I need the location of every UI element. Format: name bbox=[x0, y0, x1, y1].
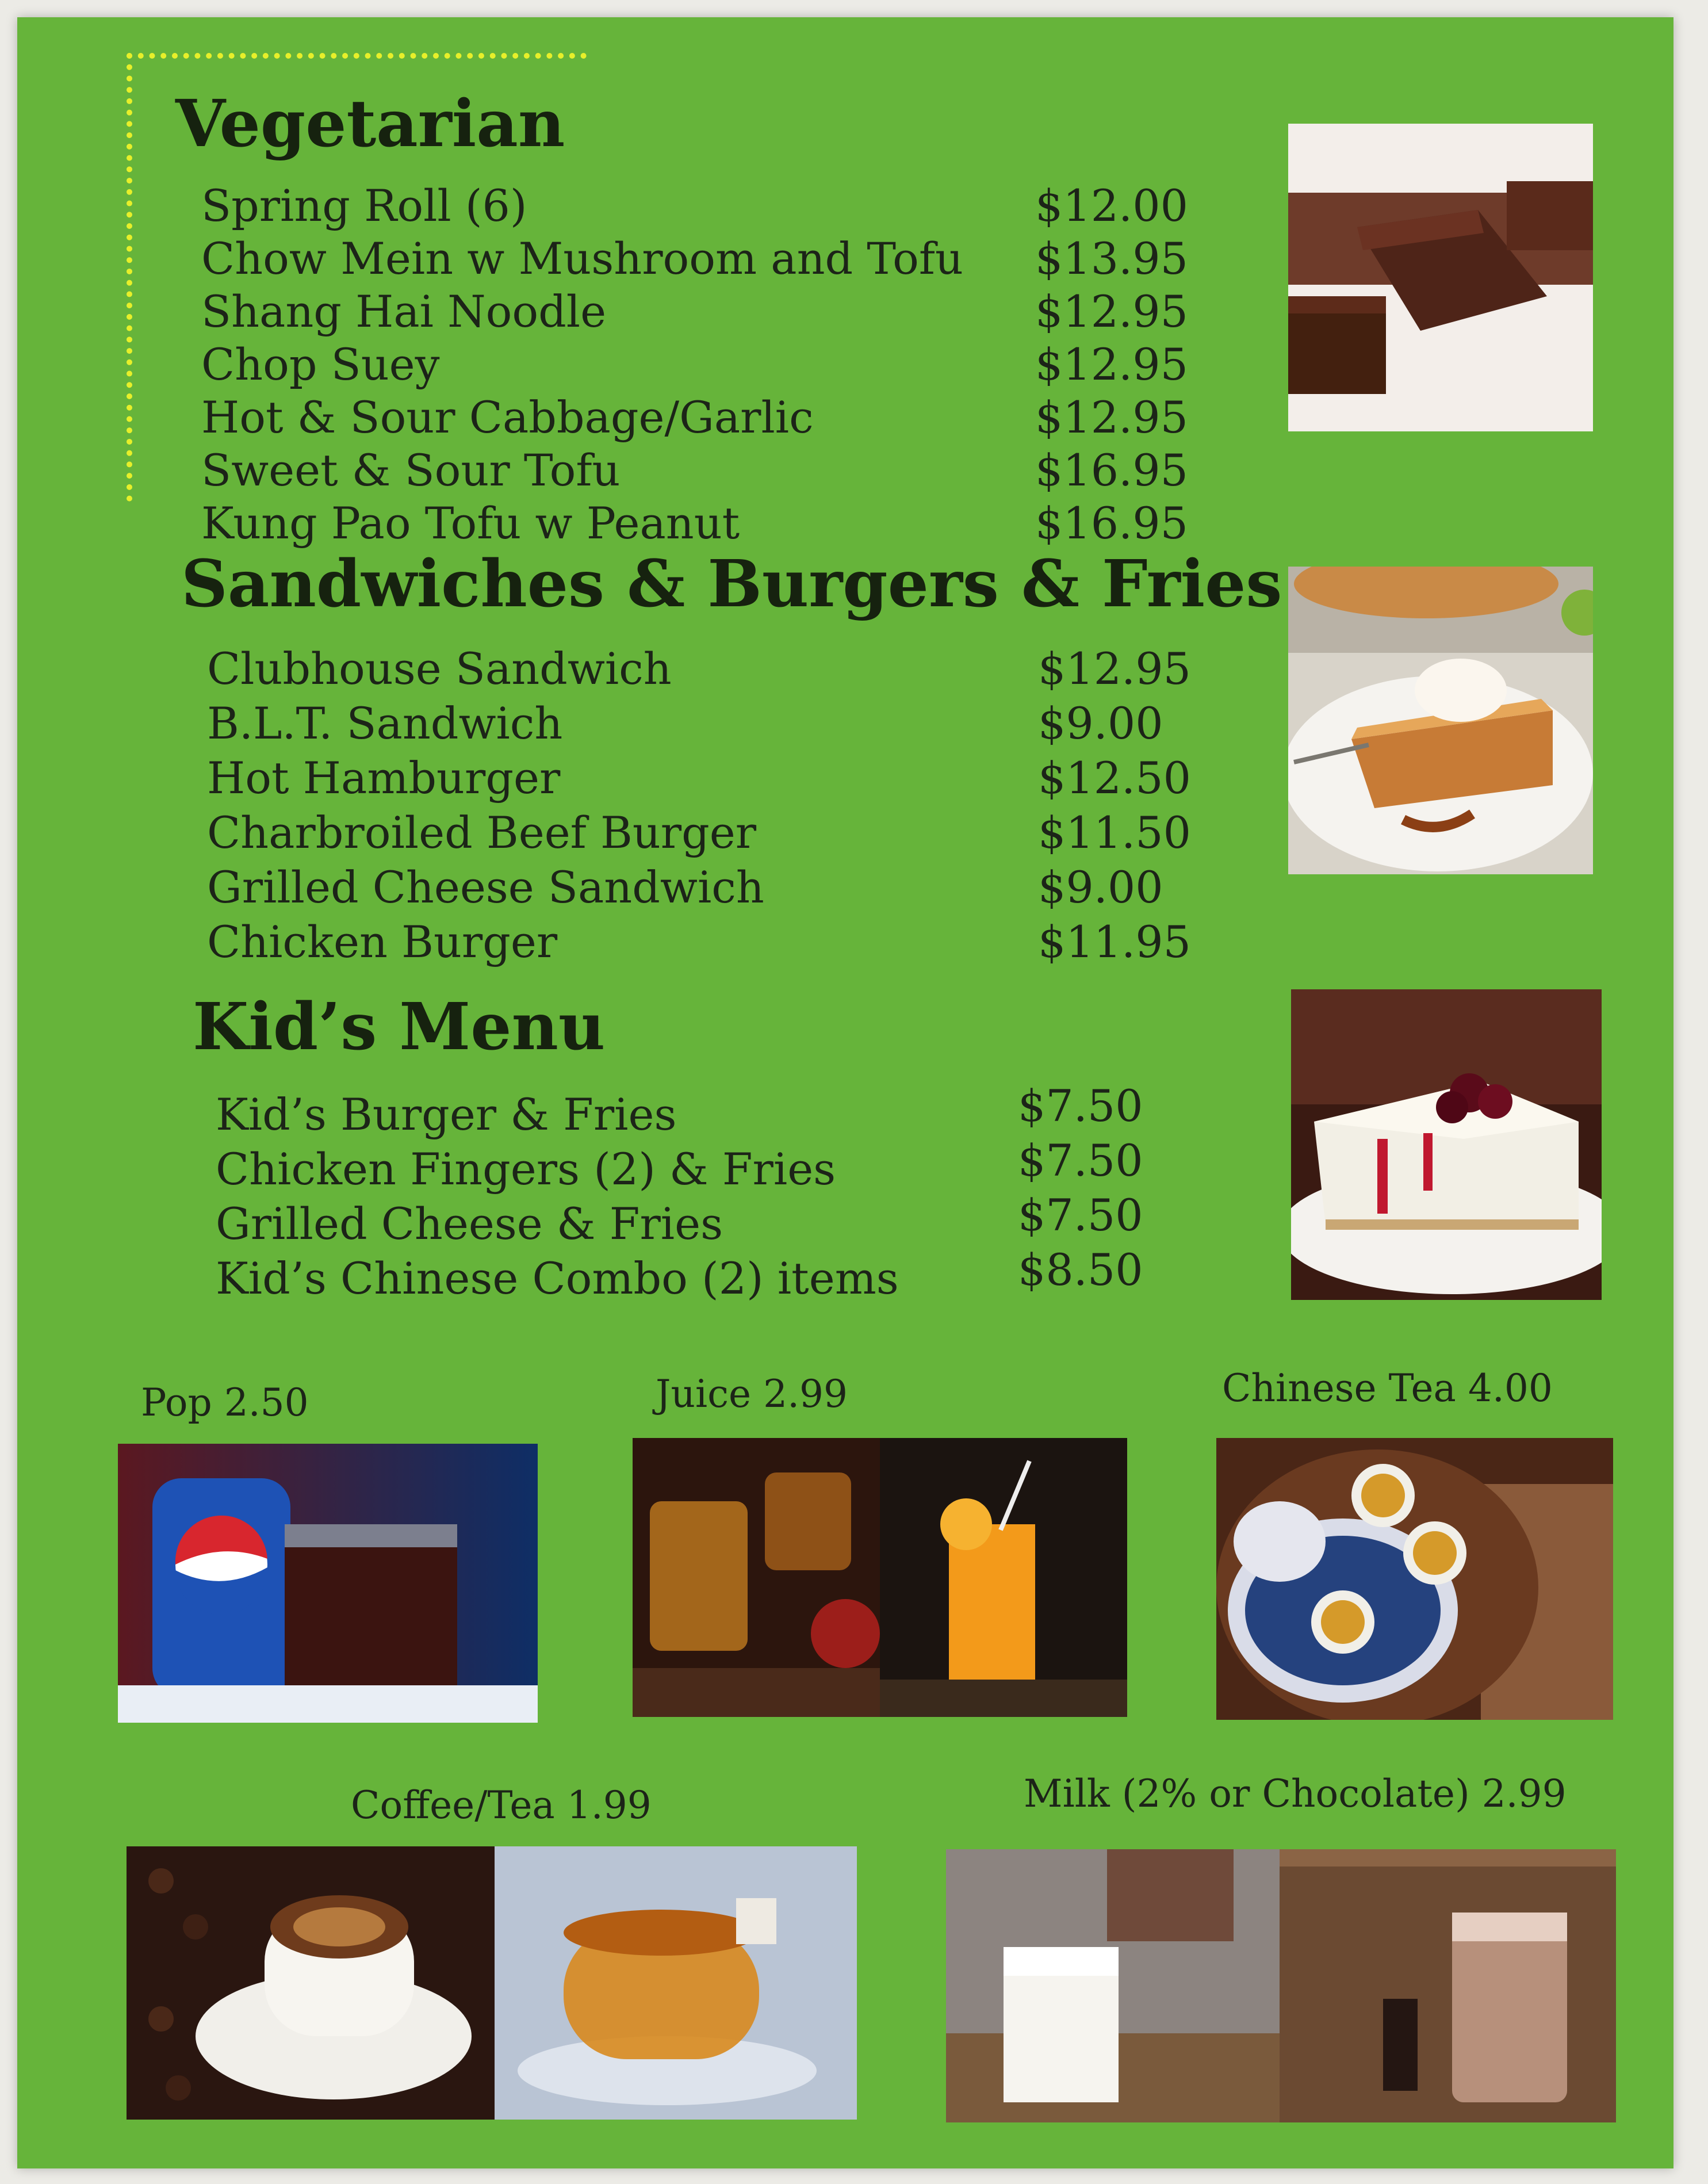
menu-price: $12.50 bbox=[1038, 752, 1191, 804]
menu-price: $16.95 bbox=[1035, 445, 1188, 496]
drink-label-pop: Pop 2.50 bbox=[141, 1380, 309, 1425]
menu-price: $12.95 bbox=[1035, 392, 1188, 443]
menu-price: $8.50 bbox=[1018, 1244, 1143, 1295]
menu-price: $12.95 bbox=[1035, 286, 1188, 337]
juice-photo bbox=[633, 1438, 1127, 1717]
menu-price: $16.95 bbox=[1035, 498, 1188, 549]
menu-item: Chicken Burger bbox=[207, 916, 558, 967]
heading-sandwiches: Sandwiches & Burgers & Fries bbox=[181, 546, 1282, 622]
drink-label-juice: Juice 2.99 bbox=[656, 1372, 848, 1416]
apple-pie-photo bbox=[1288, 567, 1593, 874]
chinese-tea-photo bbox=[1216, 1438, 1613, 1720]
menu-item: Spring Roll (6) bbox=[201, 180, 527, 231]
menu-item: Hot Hamburger bbox=[207, 752, 561, 804]
menu-item: Kid’s Burger & Fries bbox=[216, 1089, 677, 1140]
menu-item: Chicken Fingers (2) & Fries bbox=[216, 1143, 836, 1195]
milk-photo bbox=[946, 1849, 1616, 2122]
menu-item: Sweet & Sour Tofu bbox=[201, 445, 621, 496]
menu-item: Grilled Cheese Sandwich bbox=[207, 862, 764, 913]
drink-label-milk: Milk (2% or Chocolate) 2.99 bbox=[1024, 1772, 1567, 1816]
menu-item: Kid’s Chinese Combo (2) items bbox=[216, 1253, 899, 1304]
pepsi-photo bbox=[118, 1444, 538, 1723]
menu-price: $7.50 bbox=[1018, 1135, 1143, 1186]
menu-price: $11.95 bbox=[1038, 916, 1191, 967]
menu-price: $12.95 bbox=[1038, 643, 1191, 694]
menu-item: Chow Mein w Mushroom and Tofu bbox=[201, 233, 963, 284]
menu-item: Grilled Cheese & Fries bbox=[216, 1198, 723, 1249]
menu-item: Clubhouse Sandwich bbox=[207, 643, 672, 694]
menu-item: Chop Suey bbox=[201, 339, 440, 390]
menu-price: $7.50 bbox=[1018, 1189, 1143, 1241]
menu-price: $12.95 bbox=[1035, 339, 1188, 390]
menu-price: $11.50 bbox=[1038, 807, 1191, 858]
menu-price: $12.00 bbox=[1035, 180, 1188, 231]
menu-item: Shang Hai Noodle bbox=[201, 286, 607, 337]
menu-page bbox=[17, 17, 1673, 2168]
menu-item: Charbroiled Beef Burger bbox=[207, 807, 757, 858]
menu-item: B.L.T. Sandwich bbox=[207, 698, 563, 749]
menu-price: $7.50 bbox=[1018, 1080, 1143, 1131]
drink-label-coffee-tea: Coffee/Tea 1.99 bbox=[351, 1783, 652, 1827]
menu-item: Hot & Sour Cabbage/Garlic bbox=[201, 392, 814, 443]
coffee-tea-photo bbox=[127, 1846, 857, 2120]
brownie-photo bbox=[1288, 124, 1593, 431]
menu-price: $9.00 bbox=[1038, 862, 1163, 913]
menu-price: $9.00 bbox=[1038, 698, 1163, 749]
menu-price: $13.95 bbox=[1035, 233, 1188, 284]
heading-kids-menu: Kid’s Menu bbox=[193, 989, 606, 1065]
menu-item: Kung Pao Tofu w Peanut bbox=[201, 498, 740, 549]
heading-vegetarian: Vegetarian bbox=[175, 86, 565, 162]
cheesecake-photo bbox=[1291, 989, 1602, 1300]
drink-label-chinese-tea: Chinese Tea 4.00 bbox=[1222, 1366, 1553, 1410]
